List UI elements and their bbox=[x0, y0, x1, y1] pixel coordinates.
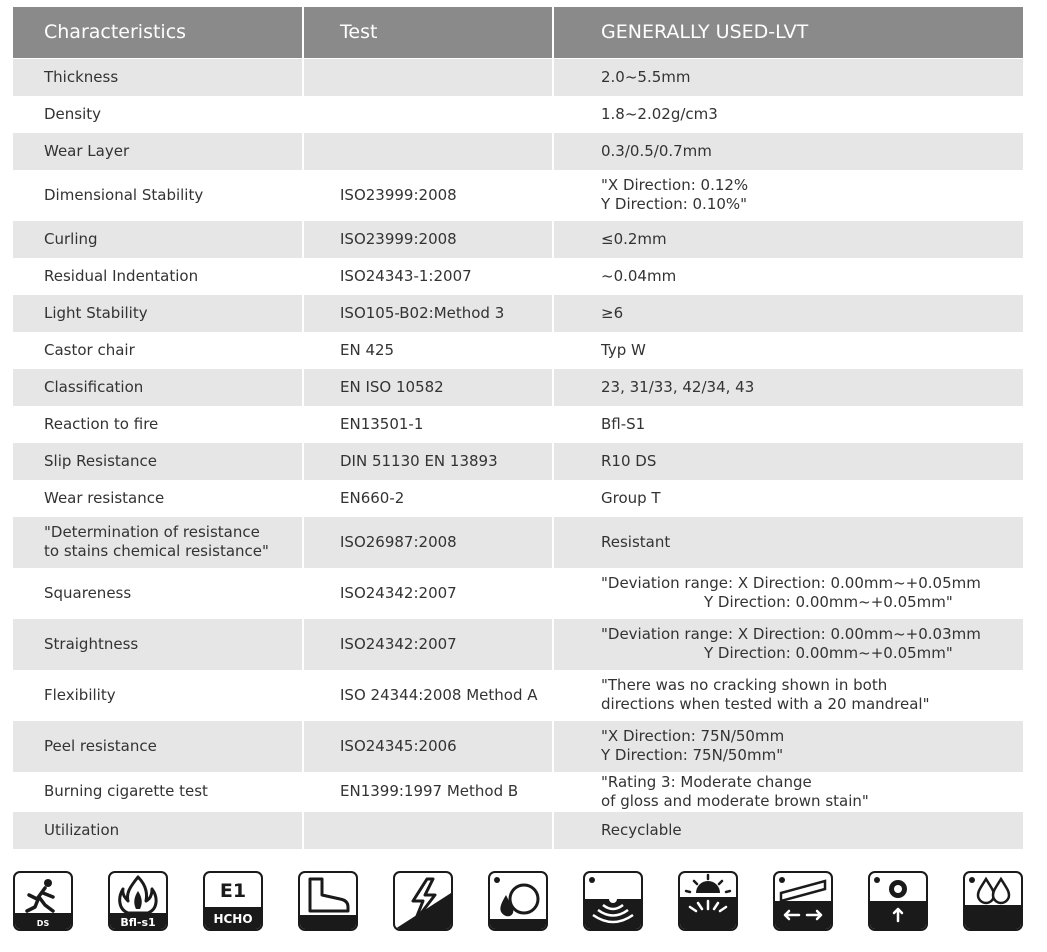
value-cell-line: Y Direction: 75N/50mm" bbox=[601, 746, 784, 764]
characteristic-cell-line: Density bbox=[44, 104, 102, 123]
value-cell bbox=[553, 258, 1023, 295]
test-cell-line: EN ISO 10582 bbox=[340, 377, 444, 396]
test-cell-line: EN 425 bbox=[340, 340, 395, 359]
table-row bbox=[13, 170, 1023, 221]
characteristic-cell bbox=[13, 170, 303, 221]
characteristic-cell-line: "Determination of resistance bbox=[44, 523, 260, 541]
characteristic-cell-line: Castor chair bbox=[44, 340, 135, 359]
characteristic-cell bbox=[13, 96, 303, 133]
value-cell bbox=[553, 96, 1023, 133]
characteristic-cell bbox=[13, 670, 303, 721]
characteristic-cell bbox=[13, 332, 303, 369]
value-cell-line: of gloss and moderate brown stain" bbox=[601, 791, 869, 810]
characteristic-cell-line: Residual Indentation bbox=[44, 266, 199, 285]
characteristic-cell-line: Light Stability bbox=[44, 303, 148, 322]
test-cell bbox=[303, 221, 553, 258]
test-cell bbox=[303, 295, 553, 332]
value-cell bbox=[553, 568, 1023, 619]
characteristic-cell-line: Flexibility bbox=[44, 685, 116, 704]
value-cell-line: Bfl-S1 bbox=[601, 414, 646, 433]
value-cell bbox=[553, 133, 1023, 170]
test-cell-line: ISO23999:2008 bbox=[340, 229, 457, 248]
table-row bbox=[13, 96, 1023, 133]
test-cell bbox=[303, 170, 553, 221]
spec-table bbox=[13, 7, 1023, 849]
characteristic-cell bbox=[13, 517, 303, 568]
test-cell-line: ISO24342:2007 bbox=[340, 634, 457, 653]
test-cell bbox=[303, 480, 553, 517]
slip-resistance-icon bbox=[13, 871, 73, 931]
value-cell-line: 0.3/0.5/0.7mm bbox=[601, 141, 712, 160]
table-row bbox=[13, 332, 1023, 369]
e1-label: E1 bbox=[219, 880, 247, 902]
table-row bbox=[13, 369, 1023, 406]
value-cell-line: "Deviation range: X Direction: 0.00mm~+0.05mm bbox=[601, 574, 981, 592]
e1-formaldehyde-icon bbox=[203, 871, 263, 931]
characteristic-cell bbox=[13, 721, 303, 772]
test-cell bbox=[303, 812, 553, 849]
test-cell-line: ISO24345:2006 bbox=[340, 736, 457, 755]
value-cell bbox=[553, 721, 1023, 772]
value-cell-line: Y Direction: 0.10%" bbox=[601, 195, 748, 213]
test-cell-line: ISO23999:2008 bbox=[340, 185, 457, 204]
value-cell bbox=[553, 369, 1023, 406]
table-row bbox=[13, 133, 1023, 170]
table-row bbox=[13, 619, 1023, 670]
value-cell-line: 2.0~5.5mm bbox=[601, 67, 691, 86]
value-cell bbox=[553, 619, 1023, 670]
test-cell-line: ISO26987:2008 bbox=[340, 532, 457, 551]
value-cell bbox=[553, 406, 1023, 443]
fire-rating-label: Bfl-s1 bbox=[120, 916, 156, 929]
value-cell-line: "There was no cracking shown in both bbox=[601, 676, 888, 694]
value-cell-line: Resistant bbox=[601, 532, 671, 551]
table-row bbox=[13, 812, 1023, 849]
test-cell-line: EN13501-1 bbox=[340, 414, 424, 433]
characteristic-cell-line: Utilization bbox=[44, 820, 120, 839]
indentation-resistance-icon bbox=[868, 871, 928, 931]
characteristic-cell-line: to stains chemical resistance" bbox=[44, 542, 269, 560]
dimensional-stability-icon bbox=[773, 871, 833, 931]
value-cell-line: Typ W bbox=[601, 340, 646, 359]
characteristic-cell-line: Peel resistance bbox=[44, 736, 157, 755]
value-cell bbox=[553, 812, 1023, 849]
test-cell-line: ISO24342:2007 bbox=[340, 583, 457, 602]
value-cell-line: "X Direction: 0.12% bbox=[601, 176, 749, 194]
fire-rating-icon bbox=[108, 871, 168, 931]
characteristic-cell bbox=[13, 133, 303, 170]
characteristic-cell bbox=[13, 406, 303, 443]
characteristic-cell bbox=[13, 59, 303, 96]
table-row bbox=[13, 221, 1023, 258]
characteristic-cell-line: Thickness bbox=[44, 67, 119, 86]
value-cell bbox=[553, 59, 1023, 96]
test-cell bbox=[303, 59, 553, 96]
value-cell-line: ~0.04mm bbox=[601, 266, 677, 285]
characteristic-cell-line: Curling bbox=[44, 229, 98, 248]
slip-resistance-label: DS bbox=[36, 919, 50, 928]
value-cell-line: Y Direction: 0.00mm~+0.05mm" bbox=[704, 593, 953, 611]
value-cell-line: ≤0.2mm bbox=[601, 229, 667, 248]
value-cell-line: "Rating 3: Moderate change bbox=[601, 772, 812, 791]
characteristic-cell bbox=[13, 295, 303, 332]
sound-absorption-icon bbox=[583, 871, 643, 931]
test-cell bbox=[303, 568, 553, 619]
table-row bbox=[13, 480, 1023, 517]
value-cell bbox=[553, 480, 1023, 517]
value-cell-line: R10 DS bbox=[601, 451, 657, 470]
test-cell bbox=[303, 332, 553, 369]
wear-resistance-shoe-icon bbox=[298, 871, 358, 931]
stain-resistance-icon bbox=[488, 871, 548, 931]
characteristic-cell-line: Straightness bbox=[44, 634, 139, 653]
table-row bbox=[13, 568, 1023, 619]
table-header bbox=[13, 7, 1023, 59]
characteristic-cell-line: Wear Layer bbox=[44, 141, 130, 160]
antistatic-icon bbox=[393, 871, 453, 931]
table-body bbox=[13, 59, 1023, 849]
value-cell bbox=[553, 517, 1023, 568]
characteristic-cell bbox=[13, 480, 303, 517]
characteristic-cell bbox=[13, 258, 303, 295]
test-cell bbox=[303, 721, 553, 772]
value-cell-line: 23, 31/33, 42/34, 43 bbox=[601, 377, 755, 396]
value-cell bbox=[553, 670, 1023, 721]
value-cell bbox=[553, 295, 1023, 332]
table-row bbox=[13, 406, 1023, 443]
table-row bbox=[13, 670, 1023, 721]
table-row bbox=[13, 517, 1023, 568]
header-characteristics: Characteristics bbox=[13, 7, 303, 59]
table-row bbox=[13, 443, 1023, 480]
value-cell-line: "Deviation range: X Direction: 0.00mm~+0.03mm bbox=[601, 625, 981, 643]
characteristic-cell-line: Slip Resistance bbox=[44, 451, 157, 470]
characteristic-cell bbox=[13, 772, 303, 812]
characteristic-cell-line: Classification bbox=[44, 377, 144, 396]
table-row bbox=[13, 721, 1023, 772]
test-cell bbox=[303, 133, 553, 170]
characteristic-cell-line: Dimensional Stability bbox=[44, 185, 204, 204]
table-row bbox=[13, 59, 1023, 96]
value-cell-line: 1.8~2.02g/cm3 bbox=[601, 104, 718, 123]
characteristic-cell-line: Squareness bbox=[44, 583, 132, 602]
value-cell-line: Y Direction: 0.00mm~+0.05mm" bbox=[704, 644, 953, 662]
value-cell-line: directions when tested with a 20 mandreal" bbox=[601, 695, 930, 713]
feature-icons-row bbox=[0, 871, 1047, 933]
value-cell bbox=[553, 221, 1023, 258]
test-cell-line: EN660-2 bbox=[340, 488, 405, 507]
value-cell bbox=[553, 332, 1023, 369]
test-cell-line: ISO24343-1:2007 bbox=[340, 266, 472, 285]
table-row bbox=[13, 772, 1023, 812]
value-cell-line: "X Direction: 75N/50mm bbox=[601, 727, 785, 745]
test-cell-line: EN1399:1997 Method B bbox=[340, 782, 519, 800]
test-cell bbox=[303, 619, 553, 670]
test-cell bbox=[303, 406, 553, 443]
value-cell bbox=[553, 772, 1023, 812]
value-cell bbox=[553, 443, 1023, 480]
value-cell-line: ≥6 bbox=[601, 303, 624, 322]
characteristic-cell bbox=[13, 568, 303, 619]
value-cell-line: Group T bbox=[601, 488, 661, 507]
table-row bbox=[13, 258, 1023, 295]
test-cell bbox=[303, 96, 553, 133]
test-cell bbox=[303, 258, 553, 295]
header-lvt: GENERALLY USED-LVT bbox=[553, 7, 1023, 59]
value-cell bbox=[553, 170, 1023, 221]
test-cell bbox=[303, 517, 553, 568]
value-cell-line: Recyclable bbox=[601, 820, 682, 839]
characteristic-cell bbox=[13, 221, 303, 258]
table-row bbox=[13, 295, 1023, 332]
characteristic-cell-line: Reaction to fire bbox=[44, 414, 159, 433]
characteristic-cell bbox=[13, 369, 303, 406]
characteristic-cell bbox=[13, 443, 303, 480]
test-cell bbox=[303, 443, 553, 480]
test-cell bbox=[303, 369, 553, 406]
light-stability-icon bbox=[678, 871, 738, 931]
test-cell bbox=[303, 772, 553, 812]
characteristic-cell-line: Wear resistance bbox=[44, 488, 165, 507]
hcho-label: HCHO bbox=[213, 912, 253, 926]
header-test: Test bbox=[303, 7, 553, 59]
test-cell-line: DIN 51130 EN 13893 bbox=[340, 451, 498, 470]
test-cell-line: ISO105-B02:Method 3 bbox=[340, 303, 505, 322]
test-cell bbox=[303, 670, 553, 721]
waterproof-icon bbox=[963, 871, 1023, 931]
characteristic-cell-line: Burning cigarette test bbox=[44, 782, 208, 800]
characteristic-cell bbox=[13, 812, 303, 849]
characteristic-cell bbox=[13, 619, 303, 670]
test-cell-line: ISO 24344:2008 Method A bbox=[340, 685, 538, 704]
